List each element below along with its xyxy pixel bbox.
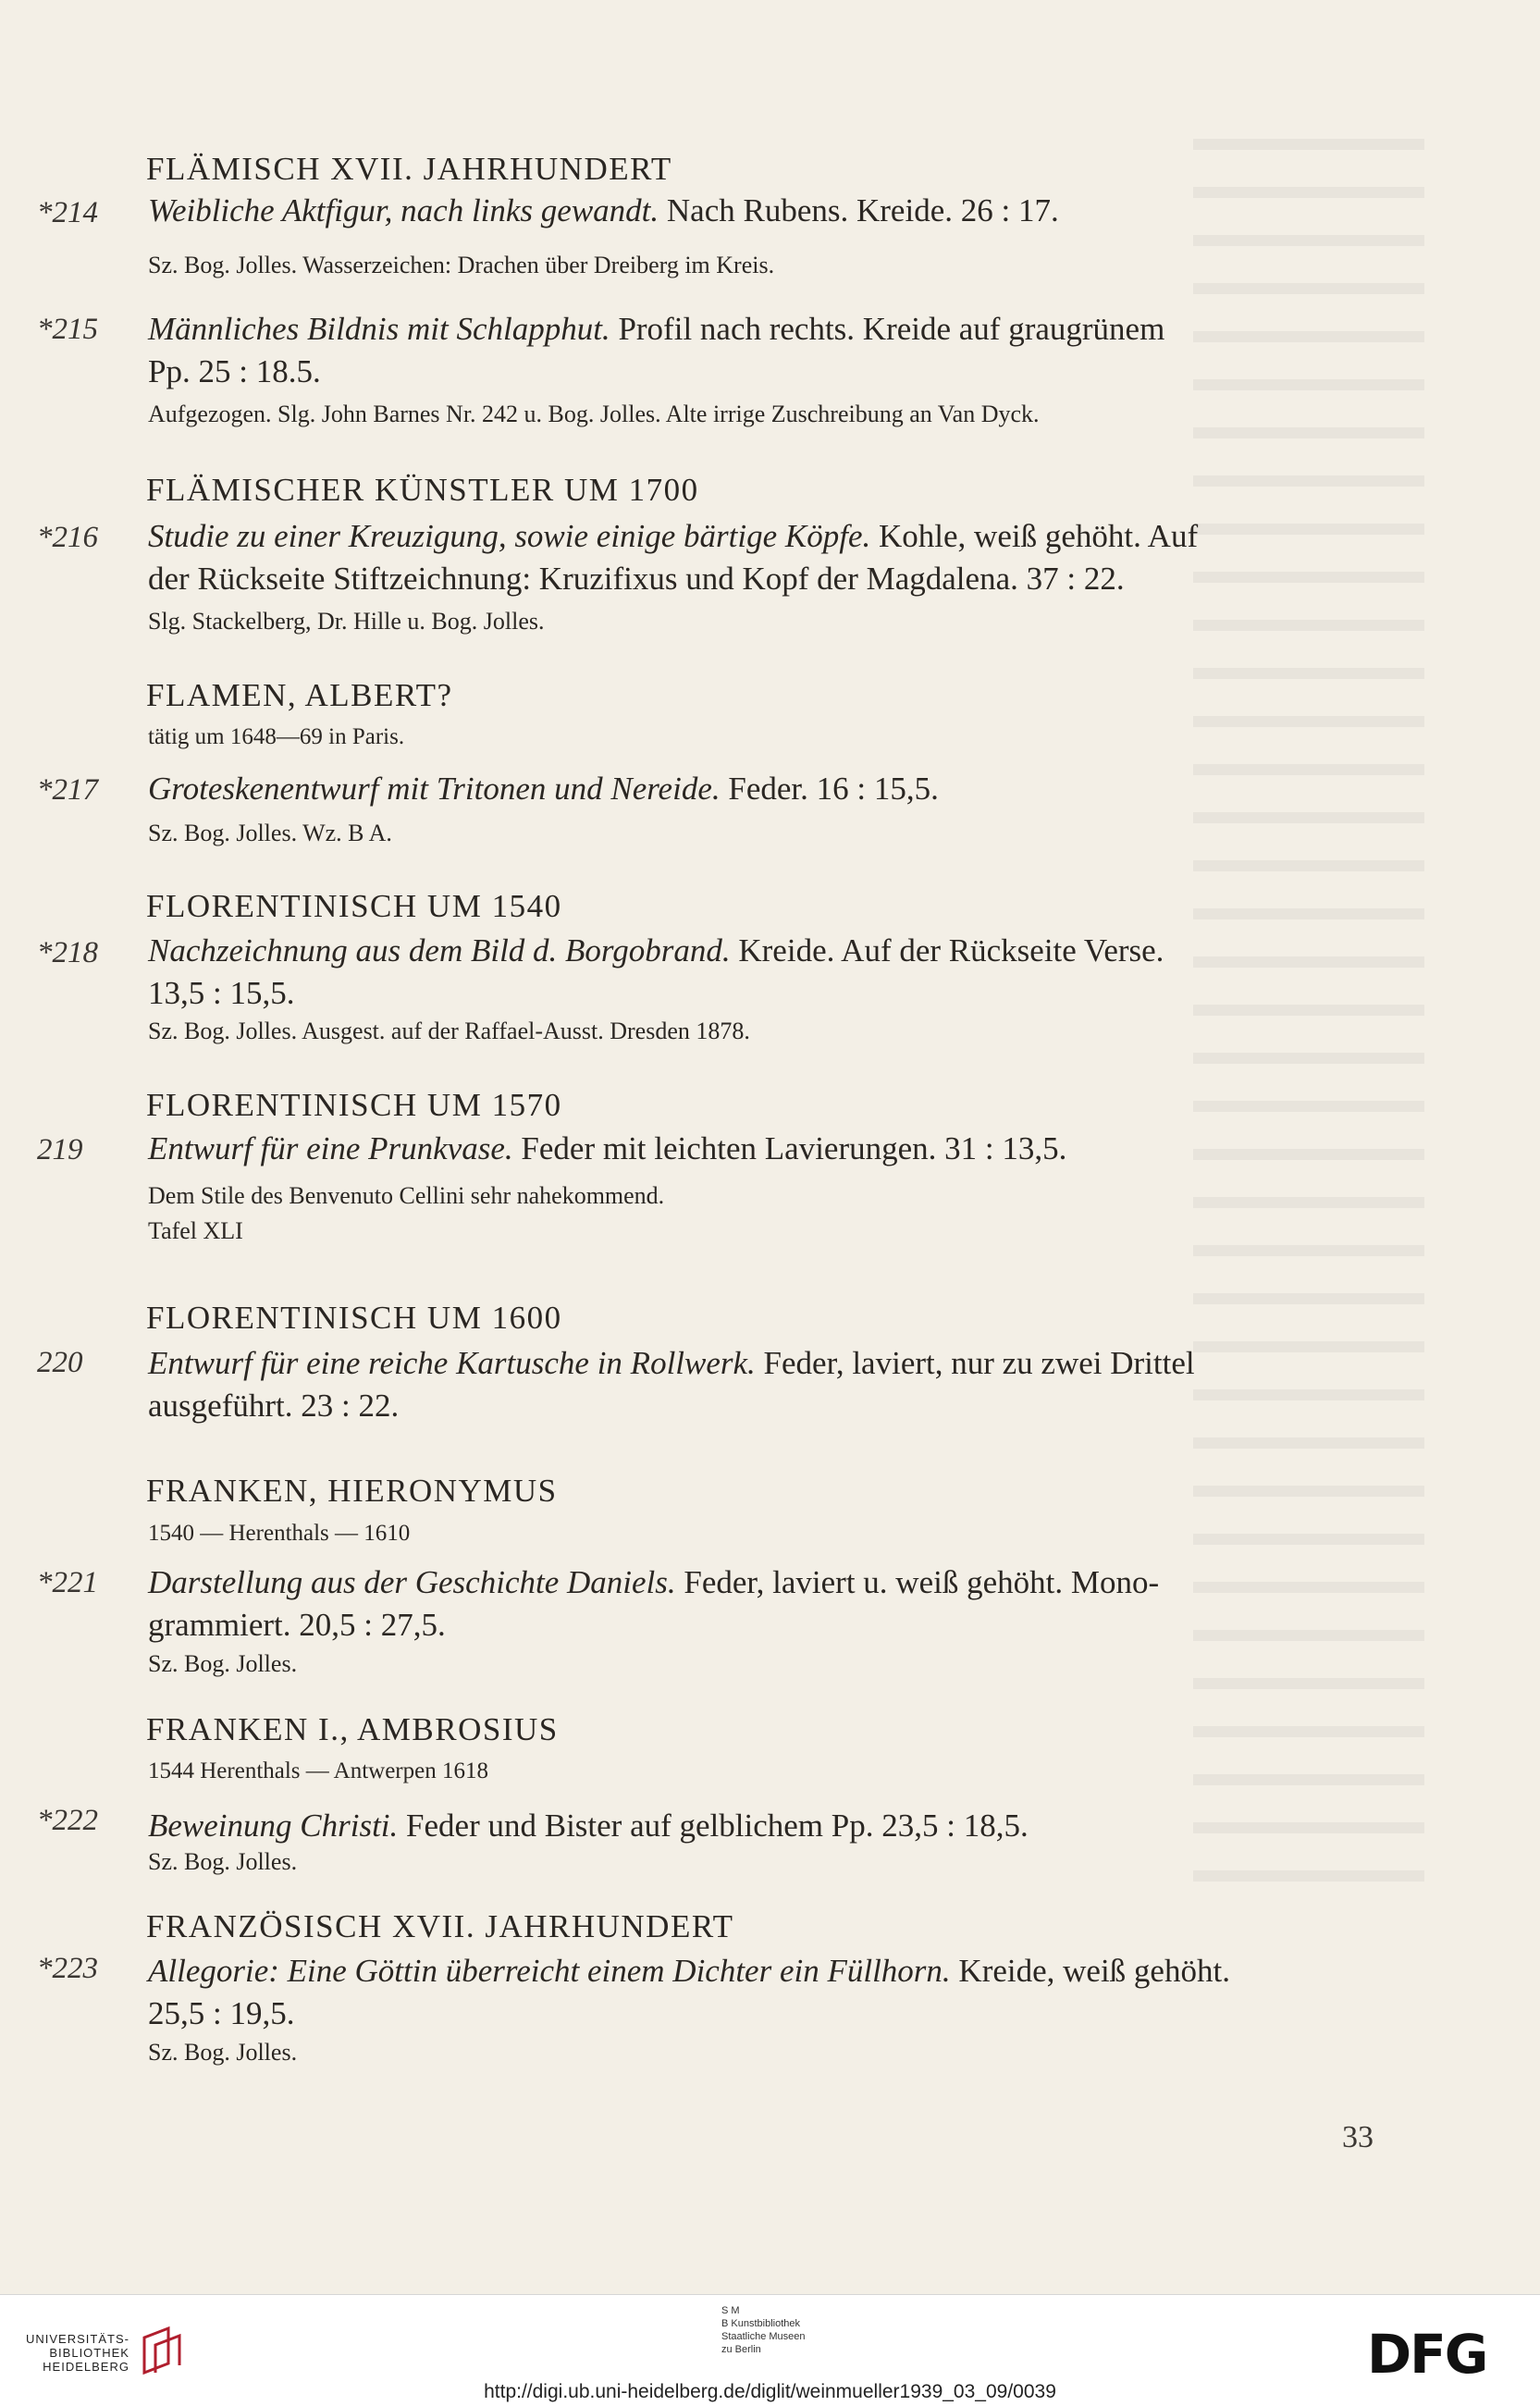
- section-heading: FRANKEN, HIERONYMUS: [146, 1473, 558, 1509]
- stamp-line: S M: [721, 2305, 740, 2316]
- entry-note: Sz. Bog. Jolles. Ausgest. auf der Raffael-Ausst. Dresden 1878.: [148, 1018, 750, 1044]
- entry-description: Kreide. Auf der Rückseite Verse.: [738, 932, 1164, 969]
- entry-description-cont: grammiert. 20,5 : 27,5.: [148, 1607, 446, 1643]
- entry-number: *222: [37, 1804, 98, 1837]
- artist-dates: tätig um 1648—69 in Paris.: [148, 724, 405, 749]
- entry-text: [148, 930, 1164, 972]
- library-name-line: BIBLIOTHEK: [49, 2346, 129, 2360]
- entry-note: Sz. Bog. Jolles. Wasserzeichen: Drachen über Dreiberg im Kreis.: [148, 252, 775, 278]
- entry-note: Sz. Bog. Jolles.: [148, 2039, 298, 2066]
- entry-text: [148, 190, 1059, 232]
- section-heading: FLORENTINISCH UM 1600: [146, 1300, 562, 1336]
- entry-title: Groteskenentwurf mit Tritonen und Nereide.: [148, 771, 721, 807]
- dfg-logo: DFG: [1367, 2323, 1487, 2386]
- entry-note: Dem Stile des Benvenuto Cellini sehr nahekommend.: [148, 1182, 665, 1209]
- entry-text: [148, 1128, 1066, 1170]
- entry-description-cont: ausgeführt. 23 : 22.: [148, 1388, 400, 1424]
- section-heading: FRANKEN I., AMBROSIUS: [146, 1711, 559, 1747]
- entry-number: 219: [37, 1133, 83, 1166]
- entry-plate: Tafel XLI: [148, 1217, 243, 1244]
- section-heading: FLORENTINISCH UM 1570: [146, 1087, 562, 1123]
- entry-title: Darstellung aus der Geschichte Daniels.: [148, 1564, 676, 1600]
- library-name-line: HEIDELBERG: [43, 2360, 129, 2374]
- artist-dates: 1544 Herenthals — Antwerpen 1618: [148, 1758, 488, 1783]
- entry-description: Feder. 16 : 15,5.: [728, 771, 939, 807]
- entry-description: Feder mit leichten Lavierungen. 31 : 13,5.: [521, 1130, 1067, 1166]
- entry-text: [148, 768, 939, 810]
- entry-title: Männliches Bildnis mit Schlapphut.: [148, 311, 610, 347]
- entry-description: Profil nach rechts. Kreide auf graugrünem: [618, 311, 1165, 347]
- stamp-line: B Kunstbibliothek: [721, 2318, 800, 2329]
- entry-description-cont: 13,5 : 15,5.: [148, 975, 295, 1011]
- viewer-footer: [0, 2294, 1540, 2406]
- entry-text: [148, 1950, 1230, 1993]
- entry-description: Kohle, weiß gehöht. Auf: [879, 518, 1199, 554]
- library-name-line: UNIVERSITÄTS-: [26, 2332, 129, 2346]
- section-heading: FLÄMISCHER KÜNSTLER UM 1700: [146, 472, 699, 508]
- entry-note: Aufgezogen. Slg. John Barnes Nr. 242 u. Bog. Jolles. Alte irrige Zuschreibung an Van Dyck.: [148, 401, 1040, 427]
- entry-description-cont: Pp. 25 : 18.5.: [148, 353, 321, 389]
- entry-description: Kreide, weiß gehöht.: [958, 1953, 1230, 1989]
- stamp-line: Staatliche Museen: [721, 2331, 806, 2342]
- entry-description-cont: 25,5 : 19,5.: [148, 1995, 295, 2031]
- entry-text: [148, 1342, 1195, 1385]
- entry-text: [148, 1805, 1029, 1847]
- entry-description: Feder und Bister auf gelblichem Pp. 23,5 : 18,5.: [406, 1808, 1029, 1844]
- stamp-line: zu Berlin: [721, 2344, 761, 2355]
- section-heading: FLAMEN, ALBERT?: [146, 677, 453, 713]
- library-name: [26, 2332, 129, 2374]
- entry-title: Weibliche Aktfigur, nach links gewandt.: [148, 192, 659, 228]
- entry-number: *215: [37, 313, 98, 346]
- artist-dates: 1540 — Herenthals — 1610: [148, 1521, 411, 1546]
- entry-description: Feder, laviert u. weiß gehöht. Mono-: [684, 1564, 1160, 1600]
- entry-number: *218: [37, 936, 98, 969]
- entry-description-cont: der Rückseite Stiftzeichnung: Kruzifixus und Kopf der Magdalena. 37 : 22.: [148, 561, 1125, 597]
- entry-text: [148, 1561, 1159, 1604]
- library-logo-icon: [141, 2325, 185, 2376]
- entry-title: Entwurf für eine reiche Kartusche in Rollwerk.: [148, 1345, 756, 1381]
- entry-text: [148, 515, 1198, 558]
- entry-title: Allegorie: Eine Göttin überreicht einem Dichter ein Füllhorn.: [148, 1953, 951, 1989]
- entry-description: Feder, laviert, nur zu zwei Drittel: [763, 1345, 1195, 1381]
- permalink-url[interactable]: http://digi.ub.uni-heidelberg.de/diglit/weinmueller1939_03_09/0039: [484, 2381, 1056, 2402]
- entry-description: Nach Rubens. Kreide. 26 : 17.: [666, 192, 1059, 228]
- section-heading: FLÄMISCH XVII. JAHRHUNDERT: [146, 151, 672, 187]
- entry-title: Beweinung Christi.: [148, 1808, 399, 1844]
- entry-number: *221: [37, 1566, 98, 1599]
- bleed-through-texture: [1193, 139, 1424, 1896]
- section-heading: FLORENTINISCH UM 1540: [146, 888, 562, 924]
- museum-stamp: [721, 2304, 806, 2356]
- entry-title: Studie zu einer Kreuzigung, sowie einige bärtige Köpfe.: [148, 518, 871, 554]
- section-heading: FRANZÖSISCH XVII. JAHRHUNDERT: [146, 1908, 734, 1944]
- entry-number: *223: [37, 1952, 98, 1985]
- entry-number: *214: [37, 196, 98, 229]
- entry-number: *216: [37, 521, 98, 554]
- entry-note: Sz. Bog. Jolles.: [148, 1848, 298, 1875]
- entry-text: [148, 308, 1164, 351]
- entry-note: Sz. Bog. Jolles.: [148, 1650, 298, 1677]
- page-number: 33: [1342, 2120, 1374, 2154]
- entry-note: Slg. Stackelberg, Dr. Hille u. Bog. Jolles.: [148, 608, 545, 635]
- entry-title: Nachzeichnung aus dem Bild d. Borgobrand.: [148, 932, 731, 969]
- entry-number: 220: [37, 1346, 83, 1379]
- entry-number: *217: [37, 773, 98, 807]
- entry-note: Sz. Bog. Jolles. Wz. B A.: [148, 820, 392, 846]
- entry-title: Entwurf für eine Prunkvase.: [148, 1130, 513, 1166]
